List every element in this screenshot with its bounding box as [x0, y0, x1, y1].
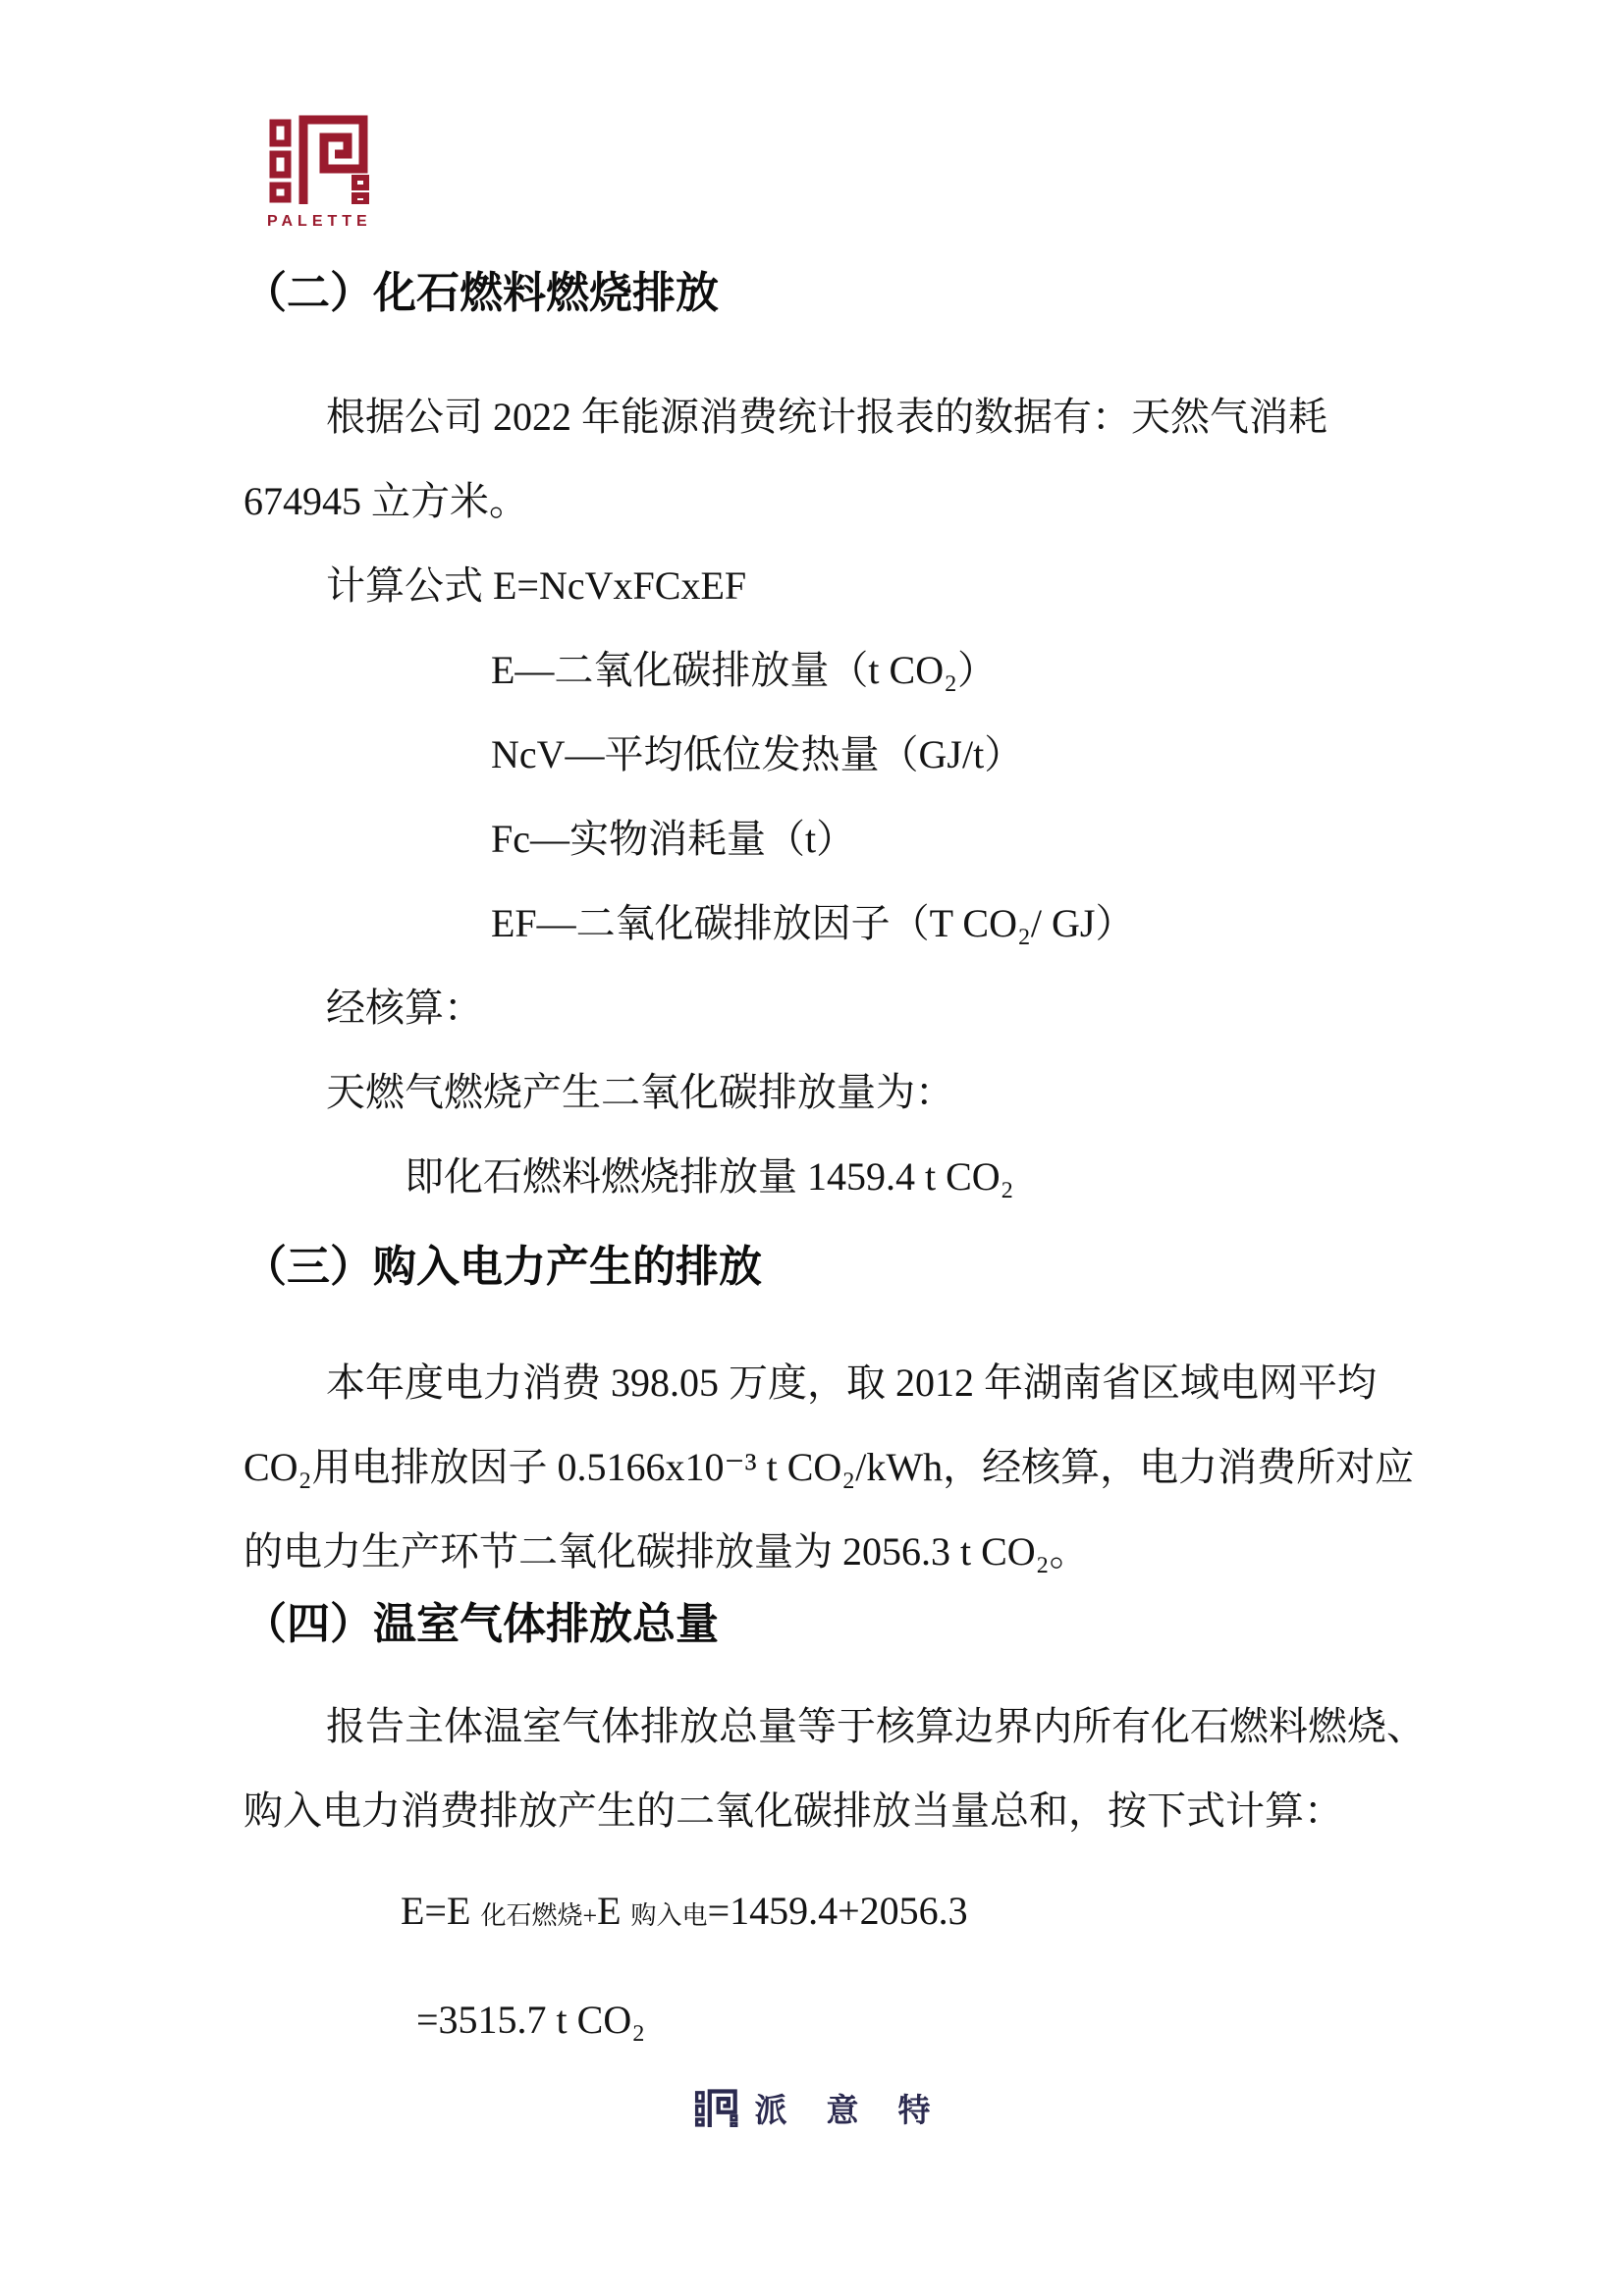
- total-emission-formula: [244, 1869, 1408, 1958]
- fossil-paragraph-line-2: 674945 立方米。: [244, 479, 528, 523]
- total-paragraph-line-1: 报告主体温室气体排放总量等于核算边界内所有化石燃料燃烧、: [326, 1704, 1426, 1748]
- total-formula-sum: =1459.4+2056.3: [707, 1889, 968, 1933]
- power-paragraph-line-3: 的电力生产环节二氧化碳排放量为 2056.3 t CO₂。: [244, 1529, 1089, 1574]
- formula-def-ncv: NcV—平均低位发热量（GJ/t）: [491, 732, 1024, 776]
- footer-brand: [0, 2085, 1624, 2131]
- power-paragraph-line-1: 本年度电力消费 398.05 万度，取 2012 年湖南省区域电网平均: [326, 1361, 1377, 1405]
- section-heading-purchased-power: （三）购入电力产生的排放: [244, 1243, 762, 1291]
- total-emission-result: =3515.7 t CO₂: [416, 1998, 646, 2042]
- section-heading-total-ghg: （四）温室气体排放总量: [244, 1600, 719, 1648]
- document-content: [244, 0, 1426, 2062]
- footer-brand-text: 派意特: [754, 2092, 970, 2128]
- section-heading-fossil-fuel: （二）化石燃料燃烧排放: [244, 269, 719, 317]
- gas-result-intro: 天燃气燃烧产生二氧化碳排放量为：: [326, 1070, 954, 1114]
- verification-label: 经核算：: [326, 986, 483, 1030]
- paiyite-logo-icon: [694, 2089, 739, 2127]
- total-formula-sub-power: 购入电: [630, 1901, 708, 1930]
- total-formula-sub-fossil: 化石燃烧+: [480, 1901, 598, 1930]
- total-formula-e2-term: E: [597, 1889, 631, 1933]
- palette-logo-wordmark: PALETTE: [267, 213, 372, 230]
- fossil-paragraph-line-1: 根据公司 2022 年能源消费统计报表的数据有：天然气消耗: [326, 395, 1327, 439]
- formula-def-fc: Fc—实物消耗量（t）: [491, 817, 856, 861]
- power-paragraph-line-2: CO₂用电排放因子 0.5166x10⁻³ t CO₂/kWh，经核算，电力消费所对应: [244, 1445, 1415, 1489]
- formula-def-e: E—二氧化碳排放量（t CO₂）: [491, 648, 998, 692]
- total-paragraph-line-2: 购入电力消费排放产生的二氧化碳排放当量总和，按下式计算：: [244, 1789, 1343, 1833]
- total-formula-e-term: E=E: [401, 1889, 481, 1933]
- fossil-formula-intro: 计算公式 E=NcVxFCxEF: [326, 563, 747, 608]
- formula-def-ef: EF—二氧化碳排放因子（T CO₂/ GJ）: [491, 901, 1135, 945]
- fossil-emission-result: 即化石燃料燃烧排放量 1459.4 t CO₂: [405, 1154, 1014, 1199]
